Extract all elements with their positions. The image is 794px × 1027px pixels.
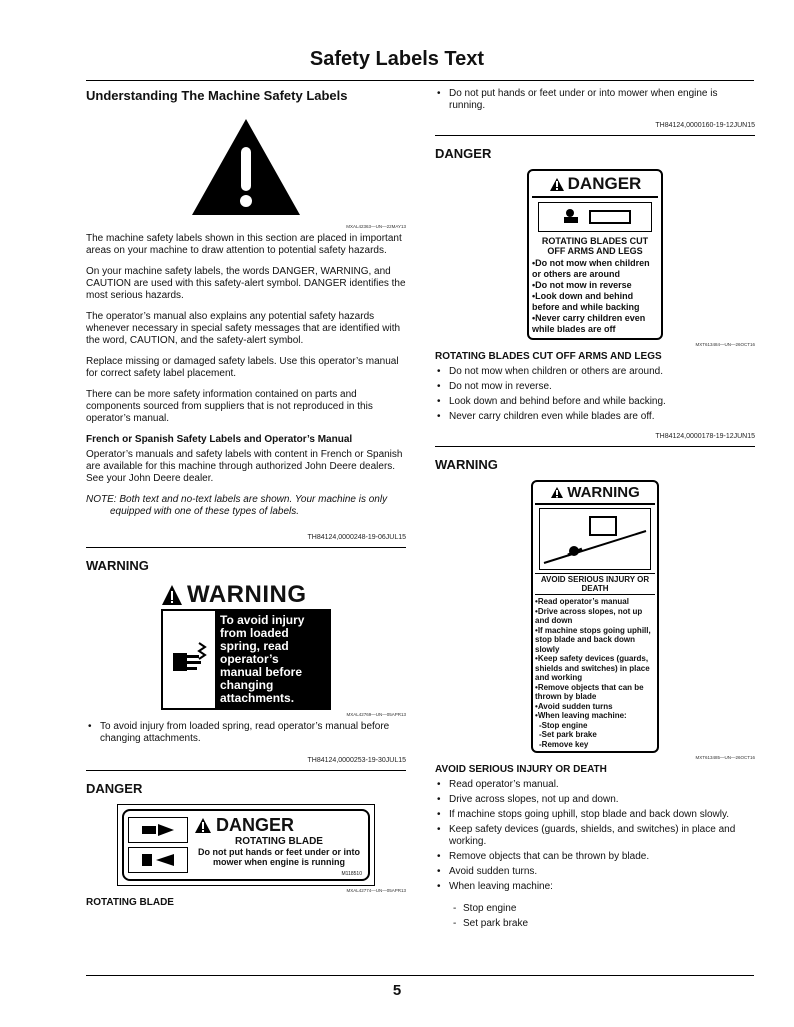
label-item: •Do not mow when children or others are around: [532, 258, 650, 279]
label-item: •Read operator’s manual: [535, 597, 629, 606]
list-item: • Do not mow when children or others are around.: [435, 366, 755, 378]
reference-code: TH84124,0000178-19-12JUN15: [655, 433, 755, 440]
list-item: • When leaving machine:: [435, 881, 755, 893]
paragraph: Replace missing or damaged safety labels. Use this operator’s manual for correct safety label placement.: [86, 356, 399, 379]
section-heading: WARNING: [435, 457, 498, 472]
child-mower-icon: [538, 202, 652, 232]
foot-blade-icon: [128, 847, 188, 873]
label-item: •Do not mow in reverse: [532, 280, 632, 290]
section-heading: DANGER: [435, 146, 492, 161]
page-title: Safety Labels Text: [309, 48, 485, 70]
paragraph: There can be more safety information contained on parts and components sourced from suppliers that is not reproduced in this operator’s manual.: [86, 389, 373, 424]
bullet-list: [435, 88, 755, 112]
reference-code: TH84124,0000160-19-12JUN15: [655, 122, 755, 129]
label-title: DANGER: [567, 174, 642, 193]
section-heading: DANGER: [86, 781, 143, 796]
paragraph: Operator’s manuals and safety labels with content in French or Spanish are available for this machine through authorized John Deere dealers. See your John Deere dealer.: [86, 449, 403, 484]
warning-label-image: [435, 480, 755, 753]
list-item: • Do not put hands or feet under or into mower when engine is running.: [435, 88, 755, 112]
label-subitem: -Remove key: [539, 739, 589, 749]
label-subtitle: ROTATING BLADES CUT OFF ARMS AND LEGS: [541, 236, 649, 256]
label-subitem: -Stop engine: [539, 720, 588, 730]
list-item: • To avoid injury from loaded spring, read operator’s manual before changing attachments.: [86, 721, 406, 745]
label-title: DANGER: [216, 815, 295, 835]
reference-code: TH84124,0000253-19-30JUL15: [307, 757, 406, 764]
label-item: •Keep safety devices (guards, shields and switches) in place and working: [535, 654, 650, 682]
note: [86, 494, 406, 518]
right-column: [435, 88, 755, 938]
label-subtitle: AVOID SERIOUS INJURY OR DEATH: [535, 573, 655, 595]
paragraph: The operator’s manual also explains any potential safety hazards whenever necessary in special safety messages that are identified with the word, CAUTION, and the safety-alert symbol.: [86, 311, 401, 346]
label-item: •When leaving machine:: [535, 711, 627, 720]
part-number: M118510: [341, 871, 362, 877]
label-subitem: -Set park brake: [539, 730, 597, 739]
alert-triangle-icon: [194, 817, 212, 834]
divider: [86, 547, 406, 548]
divider: [435, 135, 755, 136]
page-number: 5: [392, 982, 402, 999]
list-item: • Do not mow in reverse.: [435, 381, 755, 393]
reference-code: TH84124,0000248-19-06JUL15: [307, 534, 406, 541]
list-item: • Never carry children even while blades are off.: [435, 411, 755, 423]
label-item: •Never carry children even while blades are off: [532, 313, 646, 334]
note-line: NOTE: Both text and no-text labels are shown. Your machine is only: [86, 494, 388, 505]
divider: [86, 770, 406, 771]
hand-spring-icon: [163, 611, 215, 708]
subheading: French or Spanish Safety Labels and Operator’s Manual: [86, 434, 353, 445]
subheading: AVOID SERIOUS INJURY OR DEATH: [435, 764, 607, 775]
danger-label-image: [86, 804, 406, 886]
image-caption: MXAL42363—UN—22MAY13: [346, 224, 406, 229]
bullet-list: [86, 721, 406, 745]
label-text: To avoid injury from loaded spring, read operator’s manual before changing attachments.: [220, 613, 305, 705]
label-item: •Avoid sudden turns: [535, 701, 613, 711]
list-item: • Avoid sudden turns.: [435, 866, 755, 878]
section-heading: Understanding The Machine Safety Labels: [86, 88, 348, 103]
label-text: Do not put hands or feet under or into mower when engine is running: [198, 847, 360, 867]
label-item: •Remove objects that can be thrown by blade: [535, 682, 644, 701]
label-subtitle: ROTATING BLADE: [235, 836, 323, 847]
bullet-list: [435, 779, 755, 893]
sub-list: [435, 903, 755, 930]
paragraph: The machine safety labels shown in this section are placed in important areas on your machine to draw attention to potential safety hazards.: [86, 233, 402, 256]
image-caption: MXAL42774—UN—05APR13: [346, 888, 406, 893]
left-column: [86, 88, 406, 912]
image-caption: MXT613485—UN—26OCT16: [695, 755, 755, 760]
subheading: ROTATING BLADE: [86, 897, 174, 908]
list-item: • Keep safety devices (guards, shields, and switches) in place and working.: [435, 824, 755, 848]
alert-triangle-icon: [550, 486, 564, 499]
list-item: • If machine stops going uphill, stop blade and back down slowly.: [435, 809, 755, 821]
bullet-list: [435, 366, 755, 423]
danger-label-image: [435, 169, 755, 340]
alert-triangle-icon: [161, 584, 183, 606]
list-item: - Set park brake: [435, 918, 755, 930]
label-title: WARNING: [187, 581, 307, 608]
list-item: - Stop engine: [435, 903, 755, 915]
list-item: • Remove objects that can be thrown by blade.: [435, 851, 755, 863]
hand-blade-icon: [128, 817, 188, 843]
subheading: ROTATING BLADES CUT OFF ARMS AND LEGS: [435, 351, 662, 362]
note-line: equipped with one of these types of labels.: [110, 506, 300, 517]
image-caption: MXAL42769—UN—05APR13: [346, 712, 406, 717]
label-item: •Drive across slopes, not up and down: [535, 606, 643, 625]
section-heading: WARNING: [86, 558, 149, 573]
safety-alert-icon: [86, 117, 406, 222]
warning-label-image: [86, 581, 406, 710]
bottom-rule: [86, 975, 754, 976]
paragraph: On your machine safety labels, the words DANGER, WARNING, and CAUTION are used with this safety-alert symbol. DANGER identifies the most serious hazards.: [86, 266, 406, 301]
label-title: WARNING: [567, 484, 640, 501]
list-item: • Read operator’s manual.: [435, 779, 755, 791]
top-rule: [86, 80, 754, 81]
label-item: •If machine stops going uphill, stop blade and back down slowly: [535, 625, 651, 654]
list-item: • Look down and behind before and while backing.: [435, 396, 755, 408]
label-item: •Look down and behind before and while backing: [532, 291, 640, 312]
alert-triangle-icon: [549, 177, 565, 192]
image-caption: MXT613484—UN—26OCT16: [695, 342, 755, 347]
tractor-slope-icon: [539, 508, 651, 570]
divider: [435, 446, 755, 447]
list-item: • Drive across slopes, not up and down.: [435, 794, 755, 806]
